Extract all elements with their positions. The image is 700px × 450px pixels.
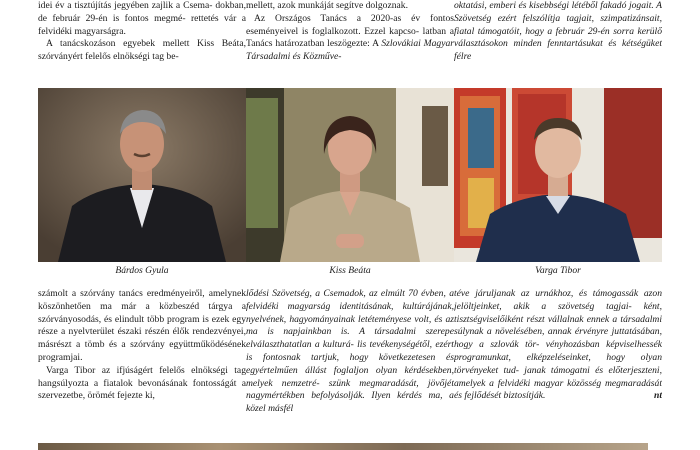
text-line: évben, a felvidéki magyarság identitásának, [246,288,454,312]
text-line: Varga Tibor az ifjúságért felelős elnökségi [46,364,235,376]
paragraph [38,288,246,365]
bottom-column-2 [246,288,454,438]
text-line: tárgya a szórványosodás, és elindult több [38,300,246,325]
text-line: kultúrájának, nyelvének, hagyományainak [246,300,454,325]
text-line: szünk megmaradását, jövőjét nagymértékben [246,377,454,402]
paragraph [246,0,454,13]
text-line: azon jelöltjeinket, akik a szövetség tagjai- [454,288,662,312]
text-line: érvényre juttatásában, hogy a szlovák tör- [454,326,662,351]
text-line: amelynek köszönhetően ma már a közbeszéd [38,288,246,312]
paragraph [38,365,246,403]
author-signature: nt [653,390,662,402]
bottom-column-3 [454,288,662,438]
paragraph [38,0,246,38]
text-line: foglaljon olyan kérdésekben, melyek nemzetré- [246,364,454,389]
text-line: jogait. A Szövetség ezért felszólítja tagjait, [454,0,662,24]
portrait-image [246,88,454,262]
next-photo-strip [38,443,648,450]
text-line: letéteményese volt, és az ma is napjainkban is. A [246,313,454,338]
text-line: fejlődését biztosítják. [464,390,546,402]
text-line: február 29-én sorra kerülő választásokon [454,25,662,50]
top-column-3 [454,0,662,86]
paragraph [454,0,662,64]
text-line: felvidéki magyar közösség megmaradását és [454,377,662,402]
photo-caption: Varga Tibor [535,265,581,276]
photo-bardos-gyula [38,88,246,262]
text-line: program is ezek egy része a nyelvterület [38,313,246,338]
text-line: téve járuljanak az urnákhoz, és támogassák [454,288,644,299]
text-line: oktatási, emberi és kisebbségi létéből fakadó [454,0,629,11]
text-line: elképzeléseinket, hogy olyan törvényeket tud- [454,351,662,376]
text-line: fontosságát a szervezetbe, örömét fejezte ki, [38,377,246,402]
text-line: lis tevékenységétől, ezért is fontosnak tartjuk, [246,339,454,363]
text-line: északi részén élők rendezvényei, másrészt [38,326,246,351]
text-line: hogy következetesen és egyértelműen állást [246,351,454,376]
text-line: latban a Tanács határozatban leszögezte: A [246,25,454,50]
text-line: befolyásolják. Ilyen kérdés ma, a közel másfél [246,390,454,415]
text-line: programjai. [38,351,83,363]
photo-varga-tibor [454,88,662,262]
text-line: társadalmi szerepe elválaszthatatlan a kulturá- [246,326,454,351]
text-line: idei év a tisztújítás jegyében zajlik a Csema- [38,0,216,11]
text-line: a társadalmi súlynak a növelésében, annak [454,313,662,338]
text-line: janak támogatni és előterjeszteni, amelyek a [454,364,662,389]
text-line: A tanácskozáson egyebek mellett Kiss [46,38,222,50]
text-line: tag hangsúlyozta a fiatalok bevonásának [38,364,246,389]
text-line: minden fenntartásukat és kétségüket félre [454,38,662,63]
text-line: rettetés vár a felvidéki magyarságra. [38,12,246,37]
paragraph [246,288,454,416]
text-line: lődési Szövetség, a Csemadok, az elmúlt 70 [246,288,422,299]
text-line: a tömb és a szórvány együttműködésének [76,339,246,351]
portrait-image [454,88,662,262]
top-column-1 [38,0,246,86]
paragraph [38,38,246,64]
photo-caption: Kiss Beáta [329,265,371,276]
text-line: Beáta, szórványért felelős elnökségi tag be- [38,38,246,63]
text-line: szimpatizánsait, fiatal támogatóit, hogy a [454,12,662,37]
text-line: vényhozásban képviselhessék programunkat, [454,339,662,363]
photo-kiss-beata [246,88,454,262]
text-line: eseményeivel is foglalkozott. Ezzel kapcso- [246,25,423,37]
text-line: számolt a szórvány tanács eredményeiről, [38,288,209,299]
text-line: ként, tisztségviselőiként részt vállalnak ennek [454,300,662,325]
portrait-image [38,88,246,262]
paragraph [246,13,454,64]
top-column-2 [246,0,454,86]
photo-caption: Bárdos Gyula [115,265,169,276]
text-line: Szlovákiai Magyar Társadalmi és Közműve- [246,38,454,63]
text-line: Az Országos Tanács a 2020-as év fontos [254,12,454,24]
text-line: mellett, azok munkáját segítve dolgoznak. [246,0,408,11]
text-line: dokban, de február 29-én is fontos megmé- [38,0,246,24]
bottom-column-1 [38,288,246,438]
paragraph [454,288,662,403]
